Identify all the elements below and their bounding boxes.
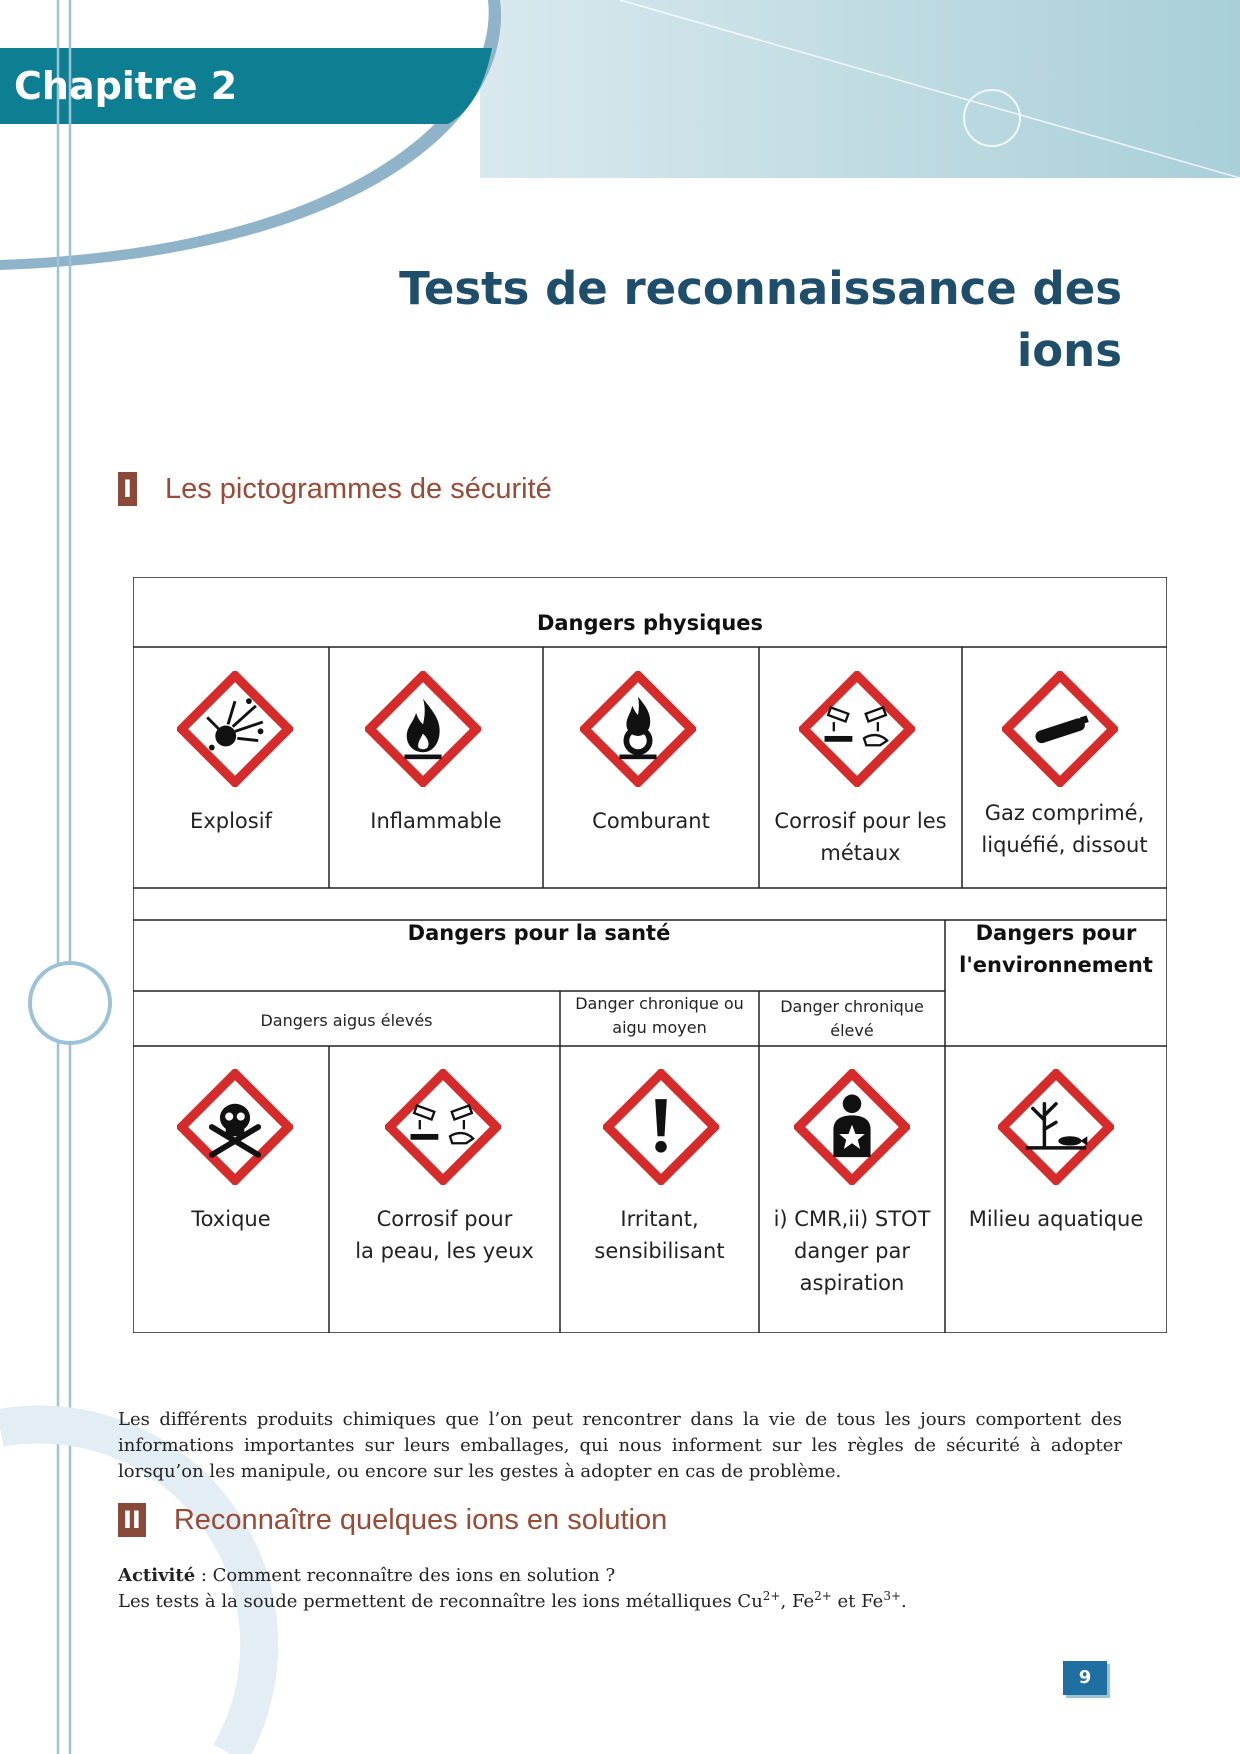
charge-fe2: 2+ — [814, 1589, 832, 1603]
picto-label-toxic: Toxique — [191, 1207, 271, 1231]
page-number: 9 — [1063, 1661, 1107, 1695]
skull-crossbones-icon — [177, 1069, 293, 1185]
chronic-moderate-subheader — [560, 992, 759, 1040]
label-line: liquéfié, dissout — [981, 833, 1148, 857]
activity-text: Les tests à la soude permettent de reconnaître les ions métalliques Cu — [118, 1591, 763, 1612]
intro-paragraph: Les différents produits chimiques que l’on peut rencontrer dans la vie de tous les jours comportent des informations importantes sur leurs emballages, qui nous informent sur les règles de sécurité à adopter lorsqu’on les manipule, ou encore sur les gestes à adopter en cas de problème. — [118, 1409, 1122, 1482]
section-heading-2 — [118, 1503, 667, 1537]
label-line: Gaz comprimé, — [984, 801, 1145, 825]
environment-hazards-header — [945, 917, 1167, 981]
exclamation-icon — [603, 1069, 719, 1185]
label-line: métaux — [820, 841, 901, 865]
label-line: danger par — [794, 1239, 910, 1263]
subheader-line: aigu moyen — [612, 1018, 707, 1037]
hazard-pictogram-table — [133, 577, 1167, 1333]
section-title: Les pictogrammes de sécurité — [164, 472, 552, 505]
picto-label-gas — [962, 797, 1167, 861]
charge-fe3: 3+ — [883, 1589, 902, 1603]
chronic-high-subheader — [759, 995, 945, 1043]
activity-question: : Comment reconnaître des ions en solution ? — [195, 1565, 616, 1586]
activity-text: et Fe — [831, 1591, 884, 1612]
corrosion-metal-icon — [799, 671, 915, 787]
header-line: l'environnement — [959, 953, 1153, 977]
subheader-line: élevé — [830, 1021, 874, 1040]
flame-over-circle-icon — [580, 671, 696, 787]
flame-icon — [365, 671, 481, 787]
label-line: Irritant, — [620, 1207, 699, 1231]
explosive-icon — [177, 671, 293, 787]
charge-cu: 2+ — [762, 1589, 781, 1603]
subheader-line: Danger chronique ou — [575, 994, 744, 1013]
section-number: II — [118, 1503, 146, 1537]
section-heading-1 — [118, 472, 552, 506]
health-hazard-icon — [794, 1069, 910, 1185]
picto-label-flammable: Inflammable — [370, 809, 502, 833]
picto-label-aquatic: Milieu aquatique — [968, 1207, 1144, 1231]
physical-hazards-header: Dangers physiques — [536, 611, 764, 635]
gas-cylinder-icon — [1002, 671, 1118, 787]
picto-label-corrosive-skin — [329, 1203, 560, 1267]
activity-text: . — [901, 1591, 907, 1612]
activity-label: Activité — [118, 1565, 196, 1586]
section-title: Reconnaître quelques ions en solution — [173, 1503, 668, 1536]
label-line: Corrosif pour — [376, 1207, 513, 1231]
acute-hazards-subheader: Dangers aigus élevés — [260, 1011, 433, 1030]
activity-text: , Fe — [780, 1591, 815, 1612]
label-line: Corrosif pour les — [774, 809, 947, 833]
environment-icon — [998, 1069, 1114, 1185]
label-line: la peau, les yeux — [355, 1239, 534, 1263]
picto-label-corrosive-metal — [759, 805, 962, 869]
section-number: I — [118, 472, 137, 506]
label-line: sensibilisant — [594, 1239, 725, 1263]
label-line: aspiration — [799, 1271, 905, 1295]
page-title-line1: Tests de reconnaissance des — [399, 262, 1122, 315]
picto-label-irritant — [560, 1203, 759, 1267]
page-title-line2: ions — [1016, 324, 1122, 377]
activity-block — [118, 1563, 1122, 1615]
picto-label-explosive: Explosif — [190, 809, 272, 833]
picto-label-health-hazard — [759, 1203, 945, 1299]
header-line: Dangers pour — [975, 921, 1137, 945]
corrosion-skin-icon — [385, 1069, 501, 1185]
picto-label-oxidizer: Comburant — [592, 809, 710, 833]
subheader-line: Danger chronique — [780, 997, 924, 1016]
label-line: i) CMR,ii) STOT — [773, 1207, 931, 1231]
health-hazards-header: Dangers pour la santé — [407, 921, 671, 945]
page-title — [322, 258, 1122, 382]
chapter-label: Chapitre 2 — [14, 64, 238, 108]
